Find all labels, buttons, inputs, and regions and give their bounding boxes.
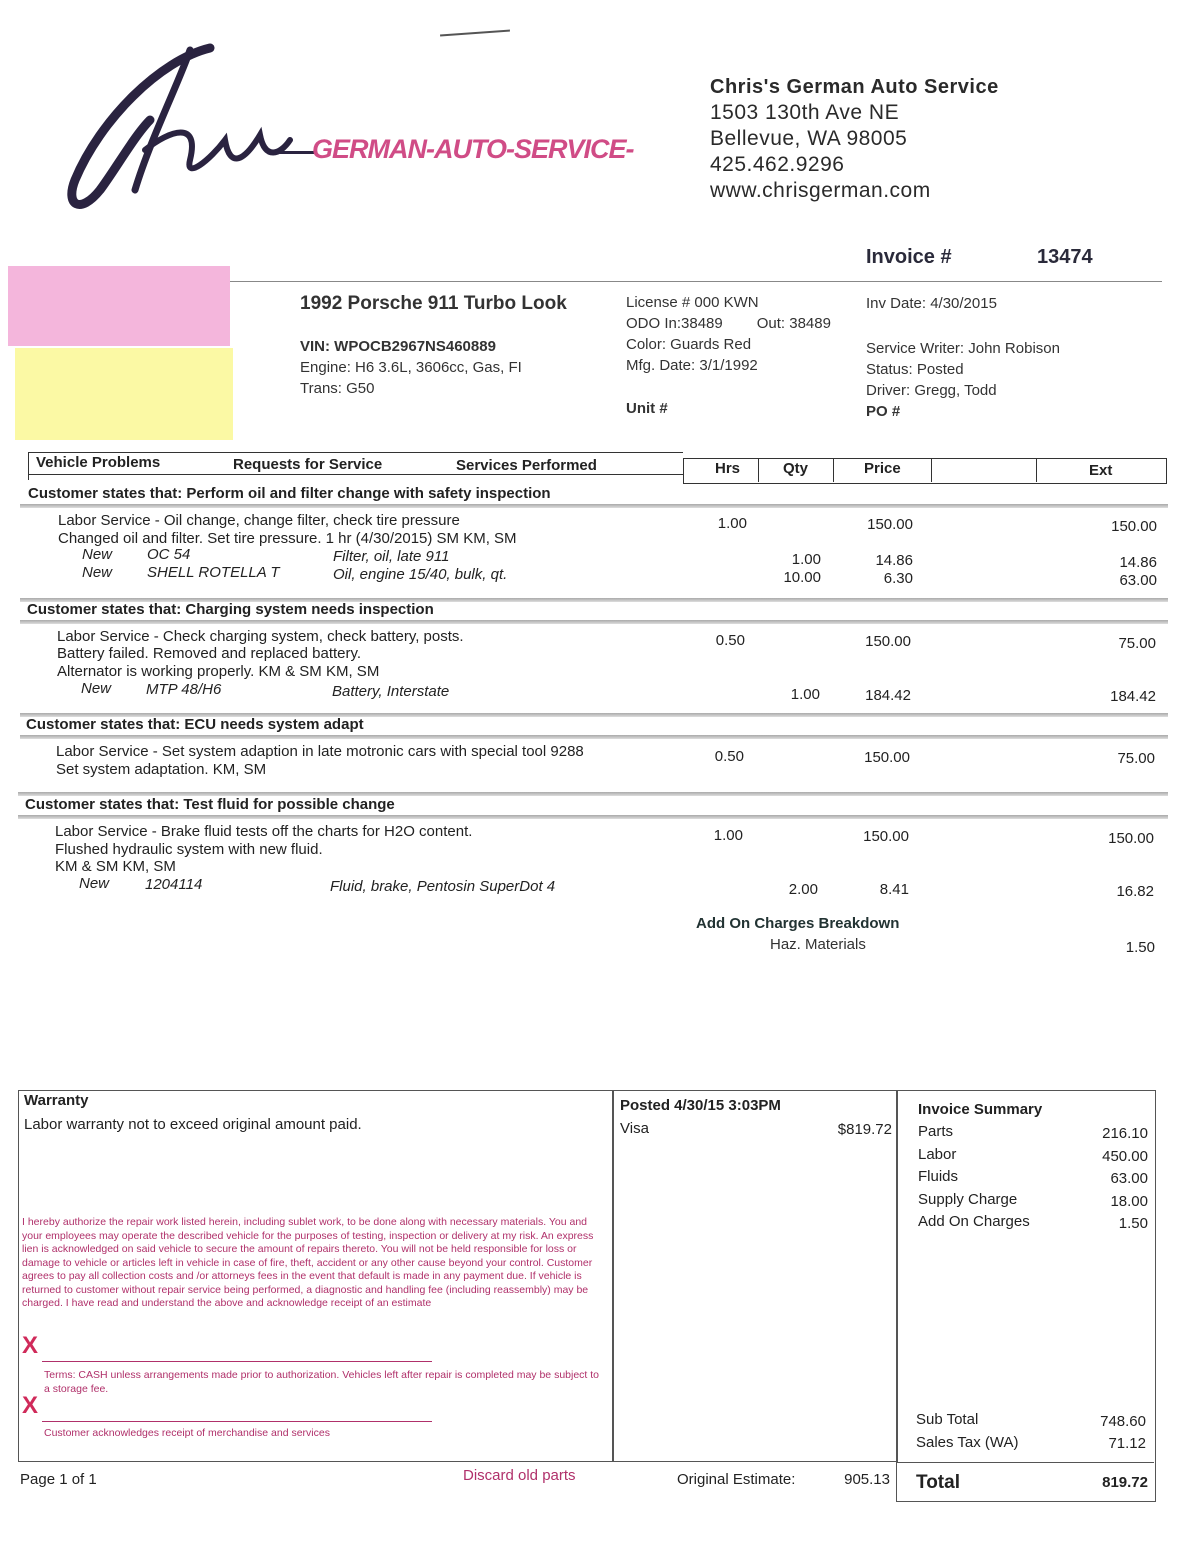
part-number: SHELL ROTELLA T xyxy=(147,564,280,581)
invoice-driver: Driver: Gregg, Todd xyxy=(866,382,997,399)
company-phone: 425.462.9296 xyxy=(710,153,845,176)
logo-rule-left xyxy=(268,151,316,154)
labor-line: Battery failed. Removed and replaced battery. xyxy=(57,645,362,662)
col-vehicle-problems: Vehicle Problems xyxy=(36,454,161,471)
acknowledge-text: Customer acknowledges receipt of merchandise and services xyxy=(44,1427,330,1439)
terms-text: Terms: CASH unless arrangements made prior to authorization. Vehicles left after repair is completed may be subject to a storage fee. xyxy=(44,1369,600,1395)
invoice-number: 13474 xyxy=(1037,246,1093,268)
section-heading: Customer states that: Charging system needs inspection xyxy=(27,601,434,618)
warranty-text: Labor warranty not to exceed original amount paid. xyxy=(24,1116,362,1133)
yellow-sticky-note xyxy=(15,348,233,440)
col-price: Price xyxy=(864,460,901,477)
part-desc: Filter, oil, late 911 xyxy=(333,548,450,565)
part-cond: New xyxy=(81,680,112,697)
invoice-meta xyxy=(866,293,1060,422)
vehicle-color: Color: Guards Red xyxy=(626,336,752,353)
part-number: MTP 48/H6 xyxy=(146,681,222,698)
part-cond: New xyxy=(79,875,110,892)
part-qty: 1.00 xyxy=(790,686,820,703)
part-desc: Battery, Interstate xyxy=(332,683,450,700)
part-ext: 16.82 xyxy=(1116,883,1154,900)
labor-line: Labor Service - Check charging system, check battery, posts. xyxy=(57,628,464,645)
labor-hrs: 1.00 xyxy=(713,827,743,844)
labor-price: 150.00 xyxy=(864,749,910,766)
orig-estimate-label: Original Estimate: xyxy=(677,1471,796,1488)
part-cond: New xyxy=(82,546,113,563)
vehicle-unit: Unit # xyxy=(626,400,668,417)
labor-line: Alternator is working properly. KM & SM KM, SM xyxy=(57,663,380,680)
vehicle-vin: VIN: WPOCB2967NS460889 xyxy=(300,338,496,355)
part-ext: 14.86 xyxy=(1119,554,1157,571)
section-rule xyxy=(20,504,1168,508)
payment-method: Visa xyxy=(620,1120,649,1137)
vehicle-mfg-date: Mfg. Date: 3/1/1992 xyxy=(626,357,758,374)
summary-value: 450.00 xyxy=(1102,1147,1148,1165)
header-divider xyxy=(230,281,1162,282)
labor-line: Set system adaptation. KM, SM xyxy=(56,761,267,778)
total-label: Total xyxy=(916,1472,960,1493)
part-price: 8.41 xyxy=(879,881,909,898)
invoice-status: Status: Posted xyxy=(866,361,964,378)
tax-value: 71.12 xyxy=(1108,1435,1146,1452)
summary-label: Parts xyxy=(918,1123,954,1140)
col-services: Services Performed xyxy=(456,457,597,474)
discard-note: Discard old parts xyxy=(463,1467,576,1484)
logo-script xyxy=(40,40,300,220)
company-block xyxy=(710,74,999,204)
summary-value: 1.50 xyxy=(1118,1215,1148,1232)
summary-label: Fluids xyxy=(918,1168,959,1185)
summary-label: Supply Charge xyxy=(918,1190,1018,1208)
labor-line: Labor Service - Set system adaption in late motronic cars with special tool 9288 xyxy=(56,743,584,760)
col-qty: Qty xyxy=(783,460,809,477)
labor-ext: 75.00 xyxy=(1117,750,1155,767)
part-number: 1204114 xyxy=(145,876,203,893)
part-number: OC 54 xyxy=(147,546,191,563)
signature-line xyxy=(42,1361,432,1362)
table-header xyxy=(28,452,1166,482)
total-divider xyxy=(896,1462,1154,1463)
pink-sticky-note xyxy=(8,266,230,346)
labor-price: 150.00 xyxy=(865,633,911,650)
part-price: 14.86 xyxy=(875,552,913,569)
part-qty: 2.00 xyxy=(788,881,818,898)
col-hrs: Hrs xyxy=(715,460,741,477)
labor-hrs: 0.50 xyxy=(714,748,744,765)
orig-estimate-value: 905.13 xyxy=(844,1471,890,1488)
payment-amount: $819.72 xyxy=(837,1121,892,1138)
labor-ext: 150.00 xyxy=(1111,518,1157,535)
vehicle-title: 1992 Porsche 911 Turbo Look xyxy=(300,293,567,314)
addon-title: Add On Charges Breakdown xyxy=(696,915,900,932)
summary-value: 18.00 xyxy=(1110,1192,1148,1210)
vehicle-odo-in: ODO In:38489 xyxy=(626,315,723,332)
col-requests: Requests for Service xyxy=(233,456,383,473)
part-price: 6.30 xyxy=(883,570,913,587)
invoice-po: PO # xyxy=(866,403,901,420)
vehicle-license: License # 000 KWN xyxy=(626,294,759,311)
company-name: Chris's German Auto Service xyxy=(710,76,999,98)
payment-box xyxy=(612,1090,898,1462)
invoice-label: Invoice # xyxy=(866,246,952,268)
labor-ext: 75.00 xyxy=(1118,635,1156,652)
part-qty: 10.00 xyxy=(783,569,821,586)
total-value: 819.72 xyxy=(1102,1474,1148,1491)
section-rule xyxy=(20,735,1168,739)
labor-price: 150.00 xyxy=(867,516,913,533)
invoice-date: Inv Date: 4/30/2015 xyxy=(866,295,997,312)
page-number: Page 1 of 1 xyxy=(20,1471,97,1488)
vehicle-odo-out: Out: 38489 xyxy=(756,315,831,332)
company-website: www.chrisgerman.com xyxy=(710,179,931,202)
section-heading: Customer states that: Perform oil and filter change with safety inspection xyxy=(28,485,551,502)
addon-amount: 1.50 xyxy=(1125,939,1155,956)
labor-line: Labor Service - Brake fluid tests off the charts for H2O content. xyxy=(55,823,473,840)
authorization-text: I hereby authorize the repair work listed herein, including sublet work, to be done along with necessary materials. You and your employees may operate the described vehicle for the purposes of testing, inspection or delivery at my risk. An express lien is acknowledged on said vehicle to secure the amount of repairs thereto. You will not be held responsible for loss or damage to vehicle or articles left in vehicle in case of fire, theft, accident or any other cause beyond your control. Customer agrees to pay all collection costs and /or attorneys fees in the event that default is made in any payment due. If vehicle is returned to customer without repair service being performed, a diagnostic and handling fee (including reassembly) may be charged. I have read and understand the above and acknowledge receipt of an estimate xyxy=(22,1216,594,1309)
part-ext: 63.00 xyxy=(1119,572,1157,589)
part-desc: Oil, engine 15/40, bulk, qt. xyxy=(333,566,508,583)
tax-label: Sales Tax (WA) xyxy=(916,1434,1019,1451)
labor-line: KM & SM KM, SM xyxy=(55,858,176,875)
section-rule xyxy=(18,815,1168,819)
labor-hrs: 1.00 xyxy=(717,515,747,532)
summary-title: Invoice Summary xyxy=(918,1101,1043,1118)
section-rule xyxy=(20,620,1168,624)
part-qty: 1.00 xyxy=(791,551,821,568)
vehicle-engine: Engine: H6 3.6L, 3606cc, Gas, FI xyxy=(300,359,522,376)
logo-text: GERMAN-AUTO-SERVICE- xyxy=(312,134,634,164)
labor-price: 150.00 xyxy=(863,828,909,845)
warranty-title: Warranty xyxy=(24,1092,89,1109)
summary-value: 216.10 xyxy=(1102,1125,1148,1142)
company-address2: Bellevue, WA 98005 xyxy=(710,127,908,150)
company-address1: 1503 130th Ave NE xyxy=(710,101,900,124)
signature-x: X xyxy=(22,1332,39,1359)
part-desc: Fluid, brake, Pentosin SuperDot 4 xyxy=(330,878,556,895)
vehicle-trans: Trans: G50 xyxy=(300,380,375,397)
subtotal-label: Sub Total xyxy=(916,1411,979,1428)
subtotal-value: 748.60 xyxy=(1100,1413,1146,1430)
part-cond: New xyxy=(82,564,113,581)
summary-label: Labor xyxy=(918,1145,957,1163)
labor-ext: 150.00 xyxy=(1108,830,1154,847)
service-writer: Service Writer: John Robison xyxy=(866,340,1060,357)
summary-values xyxy=(1060,1123,1148,1236)
col-ext: Ext xyxy=(1089,462,1113,479)
summary-label: Add On Charges xyxy=(918,1213,1030,1230)
labor-line: Flushed hydraulic system with new fluid. xyxy=(55,841,323,858)
addon-item: Haz. Materials xyxy=(770,936,866,953)
posted-info: Posted 4/30/15 3:03PM xyxy=(620,1097,781,1114)
labor-hrs: 0.50 xyxy=(715,632,745,649)
part-ext: 184.42 xyxy=(1110,688,1156,705)
acknowledge-x: X xyxy=(22,1392,39,1419)
vehicle-details xyxy=(300,336,522,399)
vehicle-registration xyxy=(626,292,831,419)
scratch-mark xyxy=(440,30,510,37)
section-heading: Customer states that: ECU needs system adapt xyxy=(26,716,364,733)
summary-labels xyxy=(918,1121,1030,1234)
part-price: 184.42 xyxy=(865,687,911,704)
labor-line: Changed oil and filter. Set tire pressure. 1 hr (4/30/2015) SM KM, SM xyxy=(58,530,517,547)
acknowledge-line xyxy=(42,1421,432,1422)
summary-value: 63.00 xyxy=(1110,1170,1148,1187)
labor-line: Labor Service - Oil change, change filter, check tire pressure xyxy=(58,512,460,529)
section-heading: Customer states that: Test fluid for possible change xyxy=(25,796,395,813)
